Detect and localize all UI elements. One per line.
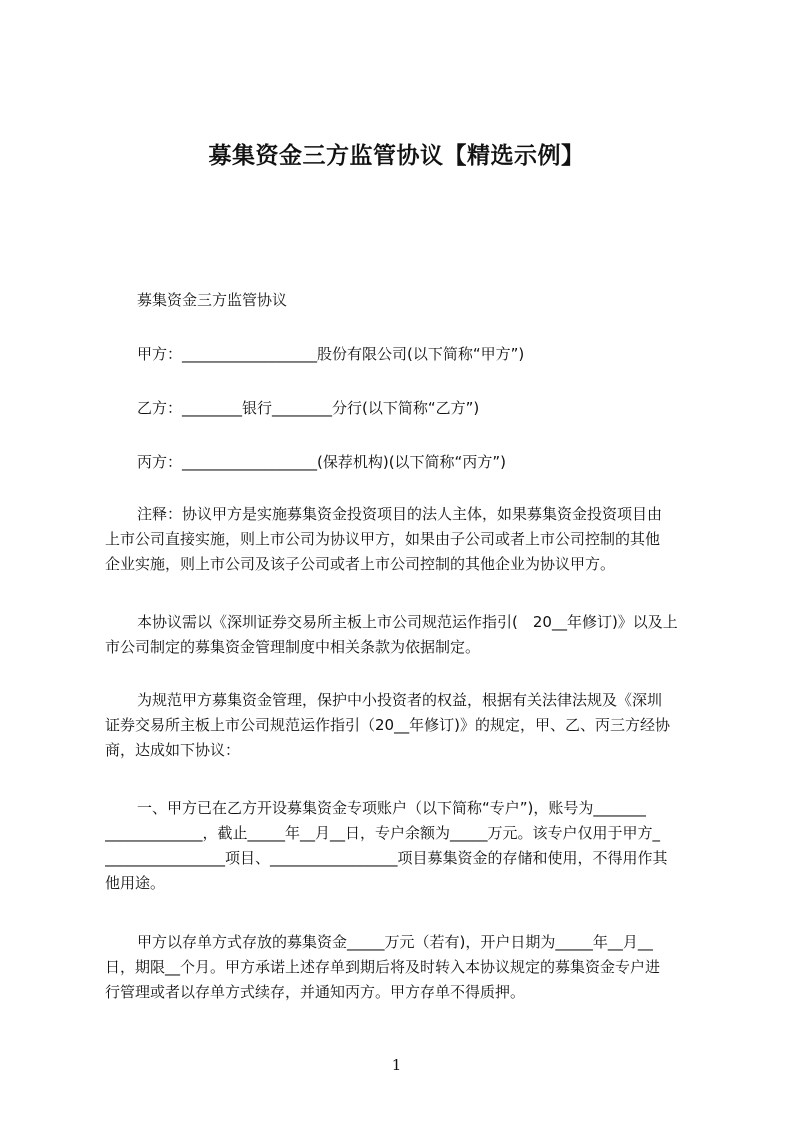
- note-line-1: 注释：协议甲方是实施募集资金投资项目的法人主体，如果募集资金投资项目由: [137, 505, 663, 523]
- deposit-line-1: 甲方以存单方式存放的募集资金_____万元（若有)，开户日期为_____年__月__: [137, 933, 653, 951]
- deposit-line-3: 行管理或者以存单方式续存，并通知丙方。甲方存单不得质押。: [105, 983, 526, 1001]
- party-a-paragraph: [105, 342, 708, 367]
- note-paragraph: [105, 502, 708, 577]
- purpose-line-2: 证券交易所主板上市公司规范运作指引（20__年修订)》的规定，甲、乙、丙三方经协: [105, 716, 670, 734]
- purpose-line-3: 商，达成如下协议：: [105, 741, 241, 759]
- party-b-paragraph: [105, 396, 708, 421]
- document-title: 募集资金三方监管协议【精选示例】: [208, 143, 585, 169]
- basis-line-1: 本协议需以《深圳证券交易所主板上市公司规范运作指引( 20__年修订)》以及上: [137, 613, 678, 631]
- party-c-paragraph: [105, 450, 708, 475]
- party-a-line: 甲方：__________________股份有限公司(以下简称“甲方”): [137, 345, 525, 363]
- party-c-line: 丙方：__________________(保荐机构)(以下简称“丙方”): [137, 453, 506, 471]
- deposit-paragraph: [105, 930, 708, 1005]
- page-number: 1: [391, 1056, 402, 1074]
- purpose-line-1: 为规范甲方募集资金管理，保护中小投资者的权益，根据有关法律法规及《深圳: [137, 691, 663, 709]
- subtitle-paragraph: [105, 288, 708, 313]
- basis-paragraph: [105, 610, 708, 660]
- clause-one-line-2: _____________，截止_____年__月__日，专户余额为_____万元。该专户仅用于甲方_: [105, 824, 661, 842]
- purpose-paragraph: [105, 688, 708, 763]
- clause-one-line-3: ________________项目、_________________项目募集资金的存储和使用，不得用作其: [105, 849, 668, 867]
- note-line-2: 上市公司直接实施，则上市公司为协议甲方，如果由子公司或者上市公司控制的其他: [105, 530, 661, 548]
- clause-one-line-1: 一、甲方已在乙方开设募集资金专项账户（以下简称“专户”)，账号为_______: [137, 799, 646, 817]
- party-b-line: 乙方：________银行________分行(以下简称“乙方”): [137, 399, 480, 417]
- clause-one-paragraph: [105, 796, 708, 896]
- clause-one-line-4: 他用途。: [105, 874, 166, 892]
- subtitle-line: 募集资金三方监管协议: [137, 291, 288, 309]
- note-line-3: 企业实施，则上市公司及该子公司或者上市公司控制的其他企业为协议甲方。: [105, 555, 616, 573]
- deposit-line-2: 日，期限__个月。甲方承诺上述存单到期后将及时转入本协议规定的募集资金专户进: [105, 958, 661, 976]
- basis-line-2: 市公司制定的募集资金管理制度中相关条款为依据制定。: [105, 638, 481, 656]
